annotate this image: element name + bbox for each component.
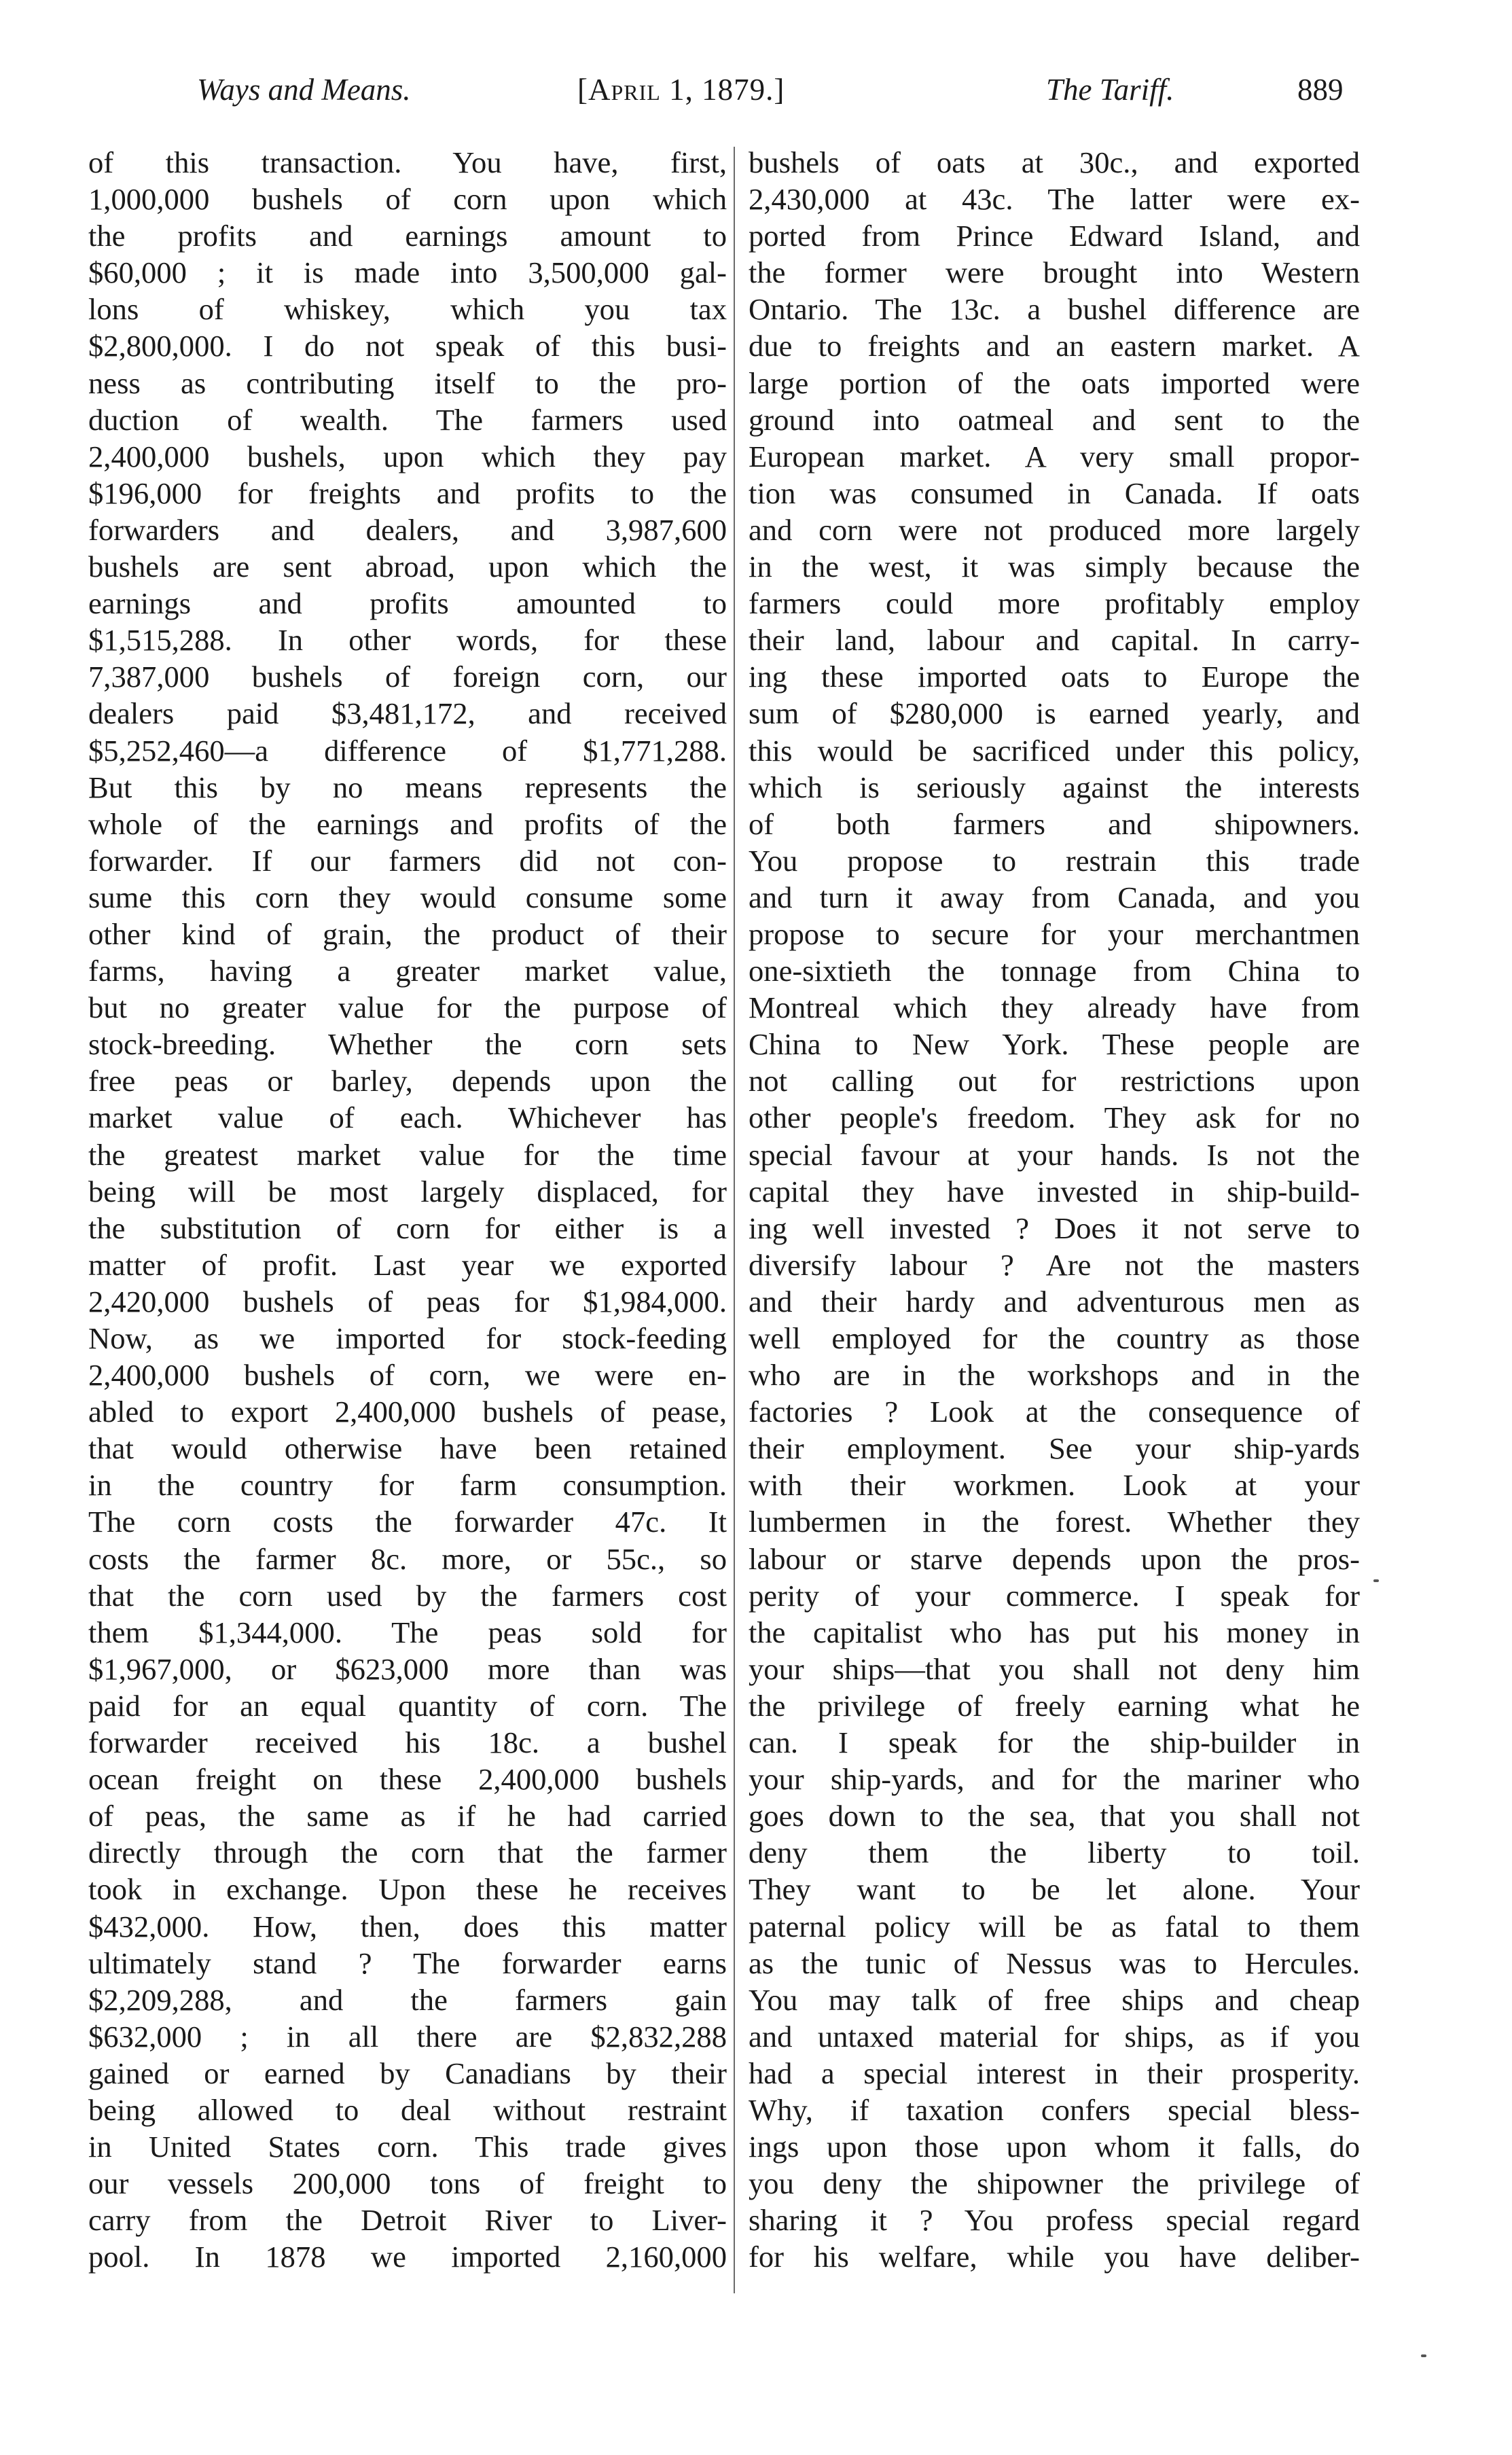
- text-line: You may talk of free ships and cheap: [749, 1982, 1360, 2017]
- text-line: $2,800,000. I do not speak of this busi-: [88, 329, 727, 363]
- text-line: Montreal which they already have from: [749, 990, 1360, 1025]
- margin-speck: [1421, 2354, 1426, 2357]
- text-line: sharing it ? You profess special regard: [749, 2203, 1360, 2238]
- text-line: but no greater value for the purpose of: [88, 990, 727, 1025]
- text-line: with their workmen. Look at your: [749, 1468, 1360, 1503]
- text-line: bushels are sent abroad, upon which the: [88, 550, 727, 584]
- text-line: ings upon those upon whom it falls, do: [749, 2130, 1360, 2164]
- page-number: 889: [1297, 73, 1344, 107]
- text-line: farmers could more profitably employ: [749, 586, 1360, 621]
- text-line: free peas or barley, depends upon the: [88, 1064, 727, 1098]
- text-line: $196,000 for freights and profits to the: [88, 476, 727, 510]
- text-line: China to New York. These people are: [749, 1027, 1360, 1062]
- text-line: ness as contributing itself to the pro-: [88, 365, 727, 400]
- text-line: $432,000. How, then, does this matter: [88, 1909, 727, 1943]
- header-topic-title: The Tariff.: [1046, 73, 1174, 107]
- text-line: lons of whiskey, which you tax: [88, 292, 727, 327]
- text-line: $5,252,460—a difference of $1,771,288.: [88, 733, 727, 768]
- text-line: that would otherwise have been retained: [88, 1431, 727, 1466]
- text-line: other people's freedom. They ask for no: [749, 1100, 1360, 1135]
- text-line: $1,967,000, or $623,000 more than was: [88, 1651, 727, 1686]
- text-line: You propose to restrain this trade: [749, 843, 1360, 878]
- text-line: one-sixtieth the tonnage from China to: [749, 954, 1360, 988]
- text-line: in United States corn. This trade gives: [88, 2130, 727, 2164]
- text-line: in the country for farm consumption.: [88, 1468, 727, 1503]
- text-line: being allowed to deal without restraint: [88, 2092, 727, 2127]
- text-line: perity of your commerce. I speak for: [749, 1578, 1360, 1613]
- text-line: diversify labour ? Are not the masters: [749, 1247, 1360, 1282]
- text-line: can. I speak for the ship-builder in: [749, 1725, 1360, 1760]
- text-line: Now, as we imported for stock-feeding: [88, 1321, 727, 1355]
- text-line: deny them the liberty to toil.: [749, 1835, 1360, 1870]
- text-line: They want to be let alone. Your: [749, 1872, 1360, 1907]
- text-line: as the tunic of Nessus was to Hercules.: [749, 1946, 1360, 1980]
- text-line: costs the farmer 8c. more, or 55c., so: [88, 1541, 727, 1576]
- column-divider: [734, 147, 735, 2293]
- margin-speck: [1373, 1579, 1379, 1582]
- text-line: capital they have invested in ship-build-: [749, 1174, 1360, 1208]
- text-line: and their hardy and adventurous men as: [749, 1284, 1360, 1319]
- text-line: 2,430,000 at 43c. The latter were ex-: [749, 182, 1360, 217]
- text-line: farms, having a greater market value,: [88, 954, 727, 988]
- header-section-title: Ways and Means.: [197, 73, 411, 107]
- text-line: which is seriously against the interests: [749, 770, 1360, 804]
- text-line: forwarder. If our farmers did not con-: [88, 843, 727, 878]
- text-line: whole of the earnings and profits of the: [88, 806, 727, 841]
- text-line: 2,400,000 bushels, upon which they pay: [88, 439, 727, 473]
- text-line: The corn costs the forwarder 47c. It: [88, 1505, 727, 1539]
- text-line: paid for an equal quantity of corn. The: [88, 1688, 727, 1723]
- text-line: and turn it away from Canada, and you: [749, 880, 1360, 914]
- text-line: goes down to the sea, that you shall not: [749, 1799, 1360, 1833]
- running-header: [170, 62, 1365, 117]
- text-line: the greatest market value for the time: [88, 1137, 727, 1172]
- text-line: directly through the corn that the farmer: [88, 1835, 727, 1870]
- text-line: of this transaction. You have, first,: [88, 145, 727, 179]
- text-line: due to freights and an eastern market. A: [749, 329, 1360, 363]
- text-line: ing well invested ? Does it not serve to: [749, 1211, 1360, 1245]
- text-line: ocean freight on these 2,400,000 bushels: [88, 1762, 727, 1797]
- header-date: [April 1, 1879.]: [577, 73, 785, 107]
- text-line: forwarders and dealers, and 3,987,600: [88, 512, 727, 547]
- text-line: your ships—that you shall not deny him: [749, 1651, 1360, 1686]
- text-line: paternal policy will be as fatal to them: [749, 1909, 1360, 1943]
- text-line: But this by no means represents the: [88, 770, 727, 804]
- text-line: took in exchange. Upon these he receives: [88, 1872, 727, 1907]
- text-line: that the corn used by the farmers cost: [88, 1578, 727, 1613]
- text-line: and corn were not produced more largely: [749, 512, 1360, 547]
- text-line: you deny the shipowner the privilege of: [749, 2166, 1360, 2201]
- text-line: ing these imported oats to Europe the: [749, 660, 1360, 694]
- text-line: not calling out for restrictions upon: [749, 1064, 1360, 1098]
- text-line: ultimately stand ? The forwarder earns: [88, 1946, 727, 1980]
- text-line: abled to export 2,400,000 bushels of pease,: [88, 1395, 727, 1429]
- text-line: carry from the Detroit River to Liver-: [88, 2203, 727, 2238]
- text-line: the privilege of freely earning what he: [749, 1688, 1360, 1723]
- text-line: of both farmers and shipowners.: [749, 806, 1360, 841]
- text-line: sume this corn they would consume some: [88, 880, 727, 914]
- right-text-column: [749, 144, 1360, 2275]
- text-line: 7,387,000 bushels of foreign corn, our: [88, 660, 727, 694]
- text-line: bushels of oats at 30c., and exported: [749, 145, 1360, 179]
- text-line: $632,000 ; in all there are $2,832,288: [88, 2019, 727, 2054]
- text-line: the capitalist who has put his money in: [749, 1615, 1360, 1649]
- text-line: duction of wealth. The farmers used: [88, 402, 727, 437]
- text-line: special favour at your hands. Is not the: [749, 1137, 1360, 1172]
- text-line: pool. In 1878 we imported 2,160,000: [88, 2240, 727, 2274]
- text-line: the former were brought into Western: [749, 255, 1360, 290]
- text-line: their land, labour and capital. In carry-: [749, 623, 1360, 658]
- text-line: the substitution of corn for either is a: [88, 1211, 727, 1245]
- text-line: this would be sacrificed under this policy,: [749, 733, 1360, 768]
- text-line: Why, if taxation confers special bless-: [749, 2092, 1360, 2127]
- text-line: European market. A very small propor-: [749, 439, 1360, 473]
- text-line: earnings and profits amounted to: [88, 586, 727, 621]
- text-line: gained or earned by Canadians by their: [88, 2056, 727, 2090]
- text-line: Ontario. The 13c. a bushel difference are: [749, 292, 1360, 327]
- left-text-column: [88, 144, 727, 2275]
- text-line: for his welfare, while you have deliber-: [749, 2240, 1360, 2274]
- text-line: ground into oatmeal and sent to the: [749, 402, 1360, 437]
- text-line: your ship-yards, and for the mariner who: [749, 1762, 1360, 1797]
- text-line: factories ? Look at the consequence of: [749, 1395, 1360, 1429]
- text-line: of peas, the same as if he had carried: [88, 1799, 727, 1833]
- text-line: dealers paid $3,481,172, and received: [88, 696, 727, 731]
- text-line: ported from Prince Edward Island, and: [749, 219, 1360, 253]
- text-line: 2,420,000 bushels of peas for $1,984,000.: [88, 1284, 727, 1319]
- text-line: 2,400,000 bushels of corn, we were en-: [88, 1358, 727, 1393]
- text-line: sum of $280,000 is earned yearly, and: [749, 696, 1360, 731]
- text-line: matter of profit. Last year we exported: [88, 1247, 727, 1282]
- text-line: being will be most largely displaced, for: [88, 1174, 727, 1208]
- text-line: their employment. See your ship-yards: [749, 1431, 1360, 1466]
- text-line: well employed for the country as those: [749, 1321, 1360, 1355]
- text-line: them $1,344,000. The peas sold for: [88, 1615, 727, 1649]
- text-line: in the west, it was simply because the: [749, 550, 1360, 584]
- text-line: had a special interest in their prosperity.: [749, 2056, 1360, 2090]
- text-line: large portion of the oats imported were: [749, 365, 1360, 400]
- text-line: $2,209,288, and the farmers gain: [88, 1982, 727, 2017]
- text-line: 1,000,000 bushels of corn upon which: [88, 182, 727, 217]
- text-line: who are in the workshops and in the: [749, 1358, 1360, 1393]
- text-line: and untaxed material for ships, as if you: [749, 2019, 1360, 2054]
- text-line: lumbermen in the forest. Whether they: [749, 1505, 1360, 1539]
- text-line: propose to secure for your merchantmen: [749, 916, 1360, 951]
- text-line: our vessels 200,000 tons of freight to: [88, 2166, 727, 2201]
- text-line: tion was consumed in Canada. If oats: [749, 476, 1360, 510]
- text-line: forwarder received his 18c. a bushel: [88, 1725, 727, 1760]
- text-line: $60,000 ; it is made into 3,500,000 gal-: [88, 255, 727, 290]
- text-line: $1,515,288. In other words, for these: [88, 623, 727, 658]
- text-line: stock-breeding. Whether the corn sets: [88, 1027, 727, 1062]
- text-line: the profits and earnings amount to: [88, 219, 727, 253]
- text-line: market value of each. Whichever has: [88, 1100, 727, 1135]
- text-line: other kind of grain, the product of their: [88, 916, 727, 951]
- text-line: labour or starve depends upon the pros-: [749, 1541, 1360, 1576]
